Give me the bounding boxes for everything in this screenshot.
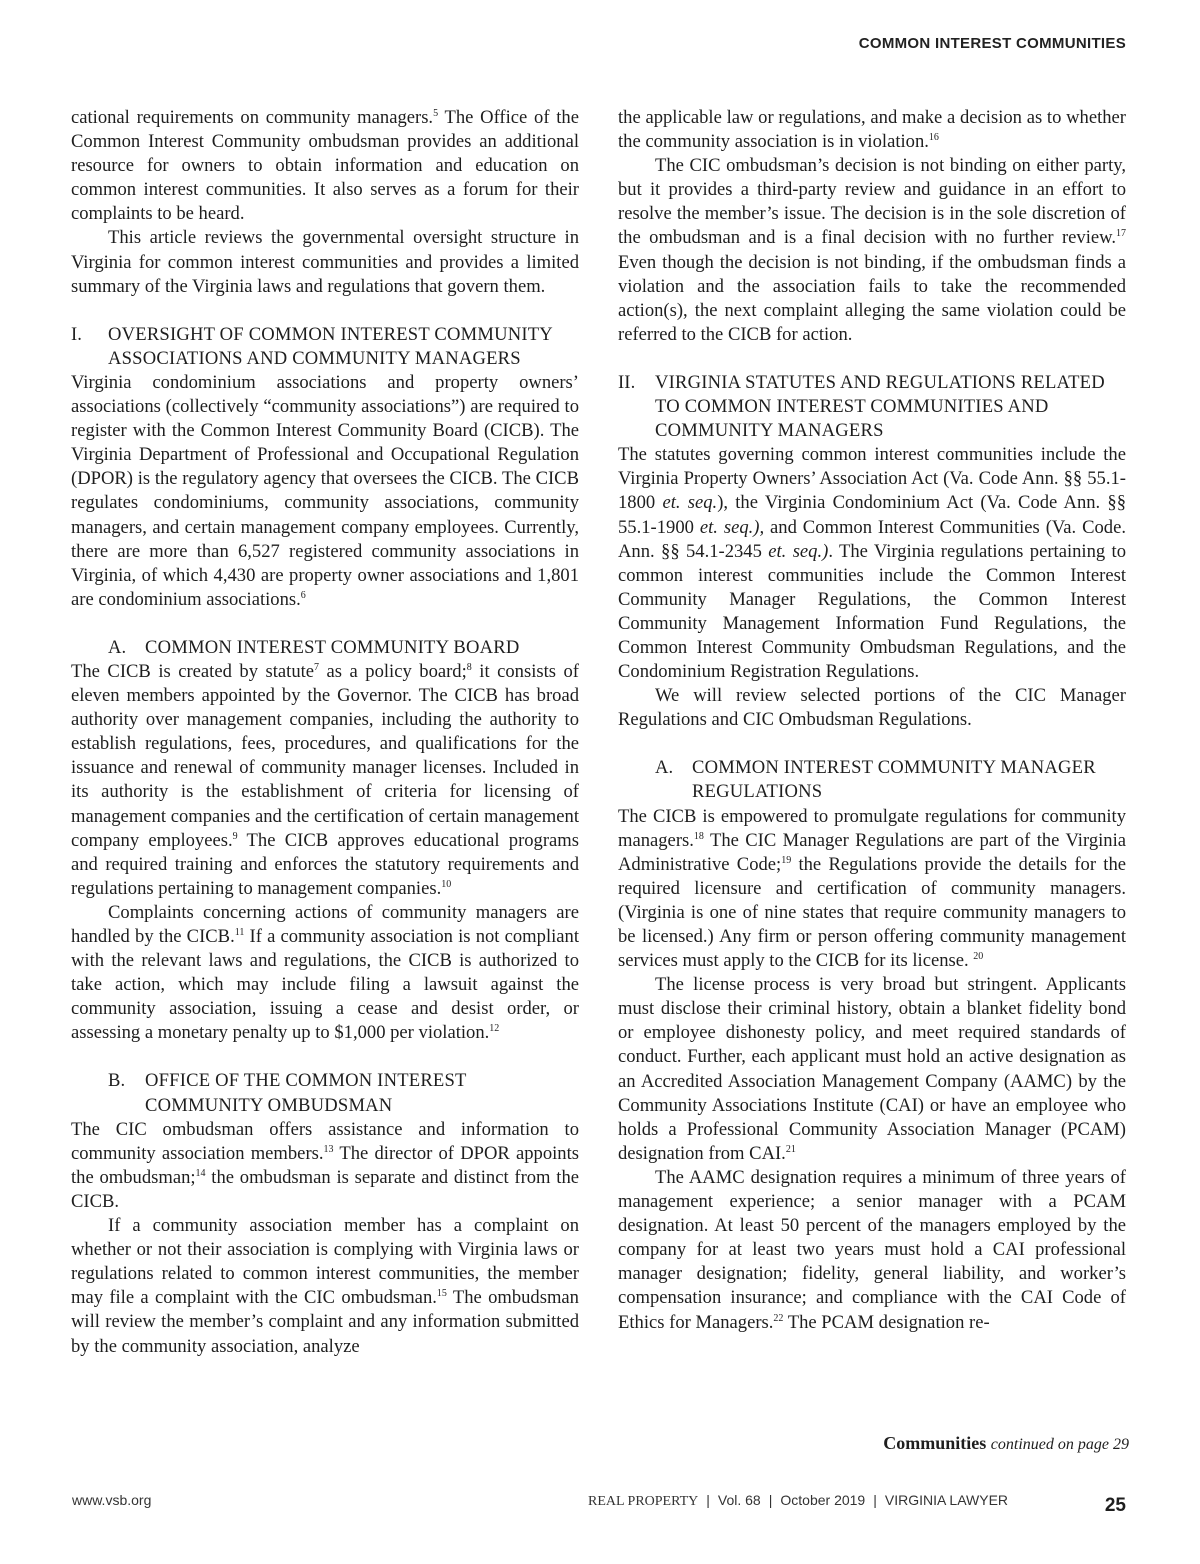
section-heading: II. VIRGINIA STATUTES AND REGULATIONS RELATED TO COMMON INTEREST COMMUNITIES AND COMMUNITY MANAGERS	[618, 371, 1105, 442]
footnote-ref: 19	[781, 854, 792, 866]
subsection-heading: A. COMMON INTEREST COMMUNITY BOARD	[108, 636, 520, 658]
footer-date: October 2019	[780, 1492, 866, 1508]
right-column	[618, 106, 1126, 1335]
footnote-ref: 20	[973, 950, 984, 962]
page-number: 25	[1104, 1495, 1126, 1516]
footnote-ref: 15	[436, 1288, 447, 1300]
paragraph: The statutes governing common interest communities include the Virginia Property Owners’ Association Act (Va. Code Ann. §§ 55.1-1800 et. seq.), the Virginia Condominium Act (Va. Code Ann. §§ 55.1-1900 et. seq.), and Common Interest Communities (Va. Code. Ann. §§ 54.1-2345 et. seq.). The Virginia regulations pertaining to common interest communities include the Common Interest Community Manager Regulations, the Common Interest Community Management Information Fund Regulations, the Common Interest Community Ombudsman Regulations, and the Condominium Registration Regulations.	[618, 444, 1127, 683]
footnote-ref: 22	[773, 1312, 784, 1324]
paragraph: This article reviews the governmental oversight structure in Virginia for common interest communities and provides a limited summary of the Virginia laws and regulations that govern them.	[71, 227, 579, 297]
footer-section: REAL PROPERTY	[588, 1494, 699, 1509]
footer-website: www.vsb.org	[72, 1492, 152, 1508]
paragraph: The CICB is created by statute$^7$ as a policy board;$^8$ it consists of eleven members appointed by the Governor. The CICB has broad authority over management companies, including the authority to establish regulations, fees, procedures, and qualifications for the issuance and renewal of community manager licenses. Included in its authority is the establishment of criteria for licensing of management companies and the certification of certain management company employees.$^9$ The CICB approves educational programs and required training and enforces the statutory requirements and regulations pertaining to management companies.$^{10}$	[71, 660, 580, 899]
footnote-ref: 5	[433, 107, 439, 119]
footnote-ref: 10	[441, 878, 452, 890]
paragraph: The CIC ombudsman’s decision is not binding on either party, but it provides a third-party review and guidance in an effort to resolve the member’s issue. The decision is in the sole discretion of the ombudsman and is a final decision with no further review.$^{17}$ Even though the decision is not binding, if the ombudsman finds a violation and the association fails to take the recommended action(s), the next complaint alleging the same violation could be referred to the CICB for action.	[618, 155, 1126, 345]
footnote-ref: 13	[323, 1143, 334, 1155]
paragraph: We will review selected portions of the CIC Manager Regulations and CIC Ombudsman Regulations.	[618, 685, 1126, 731]
subsection-heading: B. OFFICE OF THE COMMON INTEREST COMMUNITY OMBUDSMAN	[108, 1070, 467, 1116]
footnote-ref: 12	[489, 1023, 500, 1035]
footnote-ref: 6	[300, 589, 306, 601]
footnote-ref: 18	[693, 830, 704, 842]
footer-publication: VIRGINIA LAWYER	[884, 1492, 1009, 1508]
section-heading: I. OVERSIGHT OF COMMON INTEREST COMMUNITY ASSOCIATIONS AND COMMUNITY MANAGERS	[71, 323, 553, 369]
continued-note: Communities continued on page 29	[883, 1433, 1129, 1453]
paragraph: The CIC ombudsman offers assistance and information to community association members.$^{13}$ The director of DPOR appoints the ombudsman;$^{14}$ the ombudsman is separate and distinct from the CICB.	[71, 1118, 580, 1212]
footnote-ref: 16	[928, 131, 939, 143]
running-header: COMMON INTEREST COMMUNITIES	[858, 35, 1126, 52]
paragraph: Complaints concerning actions of community managers are handled by the CICB.$^{11}$ If a community association is not compliant with the relevant laws and regulations, the CICB is authorized to take action, which may include filing a lawsuit against the community association, issuing a cease and desist order, or assessing a monetary penalty up to $1,000 per violation.$^{12}$	[71, 901, 579, 1044]
paragraph: the applicable law or regulations, and make a decision as to whether the community association is in violation.$^{16}$	[618, 107, 1126, 153]
footnote-ref: 9	[232, 830, 238, 842]
footer-volume: Vol. 68	[717, 1492, 761, 1508]
footnote-ref: 21	[785, 1143, 796, 1155]
footnote-ref: 11	[234, 926, 245, 938]
subsection-heading: A. COMMON INTEREST COMMUNITY MANAGER REGULATIONS	[655, 757, 1096, 803]
footnote-ref: 8	[466, 661, 472, 673]
paragraph: If a community association member has a complaint on whether or not their association is complying with Virginia laws or regulations related to common interest communities, the member may file a complaint with the CIC ombudsman.$^{15}$ The ombudsman will review the member’s complaint and any information submitted by the community association, analyze	[71, 1215, 579, 1357]
paragraph: The CICB is empowered to promulgate regulations for community managers.$^{18}$ The CIC Manager Regulations are part of the Virginia Administrative Code;$^{19}$ the Regulations provide the details for the required licensure and certification of community managers. (Virginia is one of nine states that require community managers to be licensed.) Any firm or person offering community management services must apply to the CICB for its license. $^{20}$	[618, 805, 1127, 972]
paragraph: The license process is very broad but stringent. Applicants must disclose their criminal history, obtain a blanket fidelity bond or employee dishonesty policy, and meet required standards of conduct. Further, each applicant must hold an active designation as an Accredited Association Management Company (AAMC) by the Community Associations Institute (CAI) or have an employee who holds a Professional Community Association Manager (PCAM) designation from CAI.$^{21}$	[618, 974, 1126, 1164]
footnote-ref: 7	[314, 661, 320, 673]
footer-publication-info: REAL PROPERTY | Vol. 68 | October 2019 | VIRGINIA LAWYER	[588, 1492, 1009, 1509]
footnote-ref: 14	[195, 1167, 206, 1179]
paragraph: cational requirements on community managers.$^5$ The Office of the Common Interest Community ombudsman provides an additional resource for owners to obtain information and education on common interest communities. It also serves as a forum for their complaints to be heard.	[71, 107, 579, 225]
paragraph: Virginia condominium associations and property owners’ associations (collectively “community associations”) are required to register with the Common Interest Community Board (CICB). The Virginia Department of Professional and Occupational Regulation (DPOR) is the regulatory agency that oversees the CICB. The CICB regulates condominiums, community associations, community managers, and certain management company employees. Currently, there are more than 6,527 registered community associations in Virginia, of which 4,430 are property owner associations and 1,801 are condominium associations.$^6$	[71, 371, 579, 610]
footnote-ref: 17	[1116, 228, 1126, 240]
left-column	[71, 106, 579, 1359]
paragraph: The AAMC designation requires a minimum of three years of management experience; a senior manager with a PCAM designation. At least 50 percent of the managers employed by the company for at least two years must hold a CAI professional manager designation; fidelity, general liability, and worker’s compensation insurance; and compliance with the CAI Code of Ethics for Managers.$^{22}$ The PCAM designation re-	[618, 1166, 1126, 1333]
